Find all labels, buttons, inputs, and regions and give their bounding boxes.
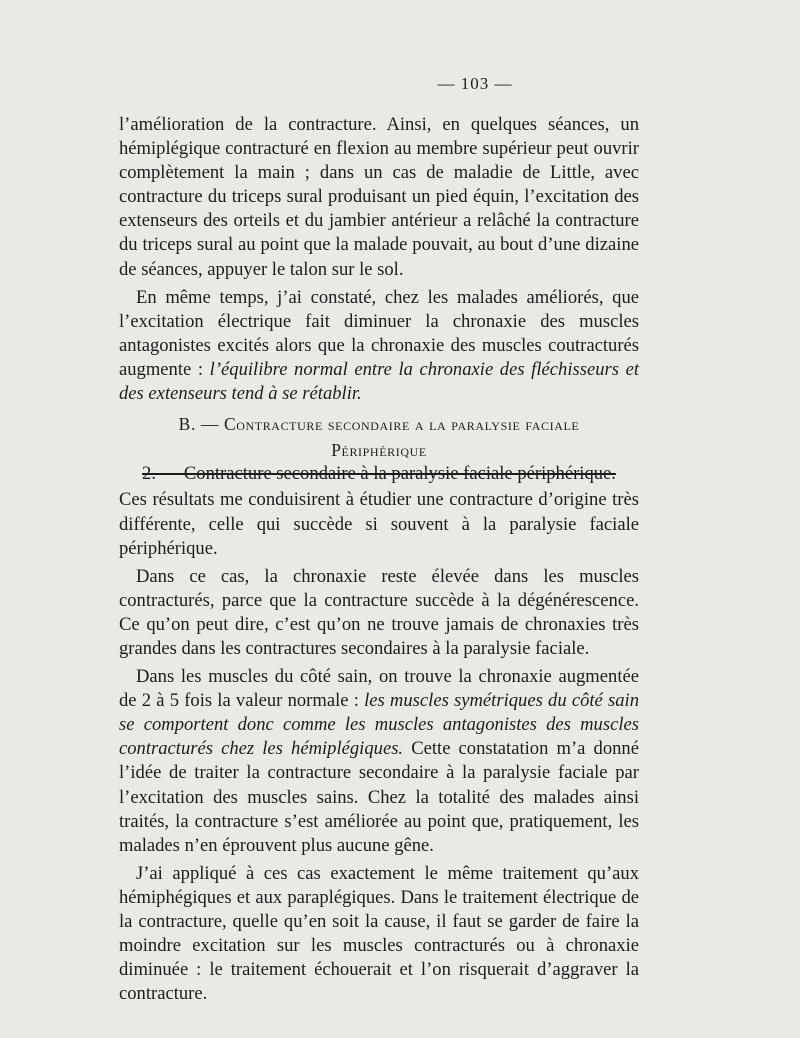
- paragraph-3: Ces résultats me conduisirent à étudier une contracture d’origine très différente, celle qui succède si souvent à la paralysie faciale périphérique.: [119, 489, 639, 559]
- section-heading-line2: Périphérique: [331, 440, 427, 461]
- paragraph-2: [119, 286, 639, 406]
- paragraph-4: Dans ce cas, la chronaxie reste élevée dans les muscles contracturés, parce que la contracture succède à la dégénérescence. Ce qu’on peut dire, c’est qu’on ne trouve jamais de chronaxies très grandes dans les contractures secondaires à la paralysie faciale.: [119, 565, 639, 659]
- paragraph-6: J’ai appliqué à ces cas exactement le même traitement qu’aux hémiphégiques et aux paraplégiques. Dans le traitement électrique de la contracture, quelle qu’en soit la cause, il faut se garder de faire la moindre excitation sur les muscles contracturés ou à chronaxie diminuée : le traitement échouerait et l’on risquerait d’aggraver la contracture.: [119, 862, 639, 1005]
- paragraph-5-start: Dans les muscles du côté sain, on trouve la chronaxie augmentée de 2 à 5 fois la valeur normale :: [119, 666, 639, 712]
- paragraph-2-text: En même temps, j’ai constaté, chez les malades améliorés, que l’excitation électrique fait diminuer la chronaxie des muscles antagonistes excités alors que la chronaxie des muscles coutracturés augmente :: [119, 286, 639, 380]
- paragraph-1: l’amélioration de la contracture. Ainsi, en quelques séances, un hémiplégique contracturé en flexion au membre supérieur peut ouvrir complètement la main ; dans un cas de maladie de Little, avec contracture du triceps sural produisant un pied équin, l’excitation des extenseurs des orteils et du jambier antérieur a relâché la contracture du triceps sural au point que la malade pouvait, au bout d’une dizaine de séances, appuyer le talon sur le sol.: [119, 114, 639, 280]
- section-heading: B. — Contracture secondaire a la paralysie faciale: [178, 414, 580, 435]
- paragraph-2-italic: l’équilibre normal entre la chronaxie des fléchisseurs et des extenseurs tend à se rétablir.: [119, 358, 639, 405]
- struck-subheading: 2. — Contracture secondaire à la paralysie faciale périphérique.: [142, 463, 616, 485]
- paragraph-5: [119, 665, 639, 858]
- paragraph-5-italic: les muscles symétriques du côté sain se comportent donc comme les muscles antagonistes des muscles contracturés chez les hémiplégiques.: [119, 690, 639, 760]
- page-number: — 103 —: [437, 74, 513, 93]
- page-body: [119, 113, 639, 1010]
- paragraph-5-end: Cette constatation m’a donné l’idée de traiter la contracture secondaire à la paralysie faciale par l’excitation des muscles sains. Chez la totalité des malades ainsi traités, la contracture s’est améliorée au point que, pratiquement, les malades n’en éprouvent plus aucune gêne.: [119, 738, 639, 856]
